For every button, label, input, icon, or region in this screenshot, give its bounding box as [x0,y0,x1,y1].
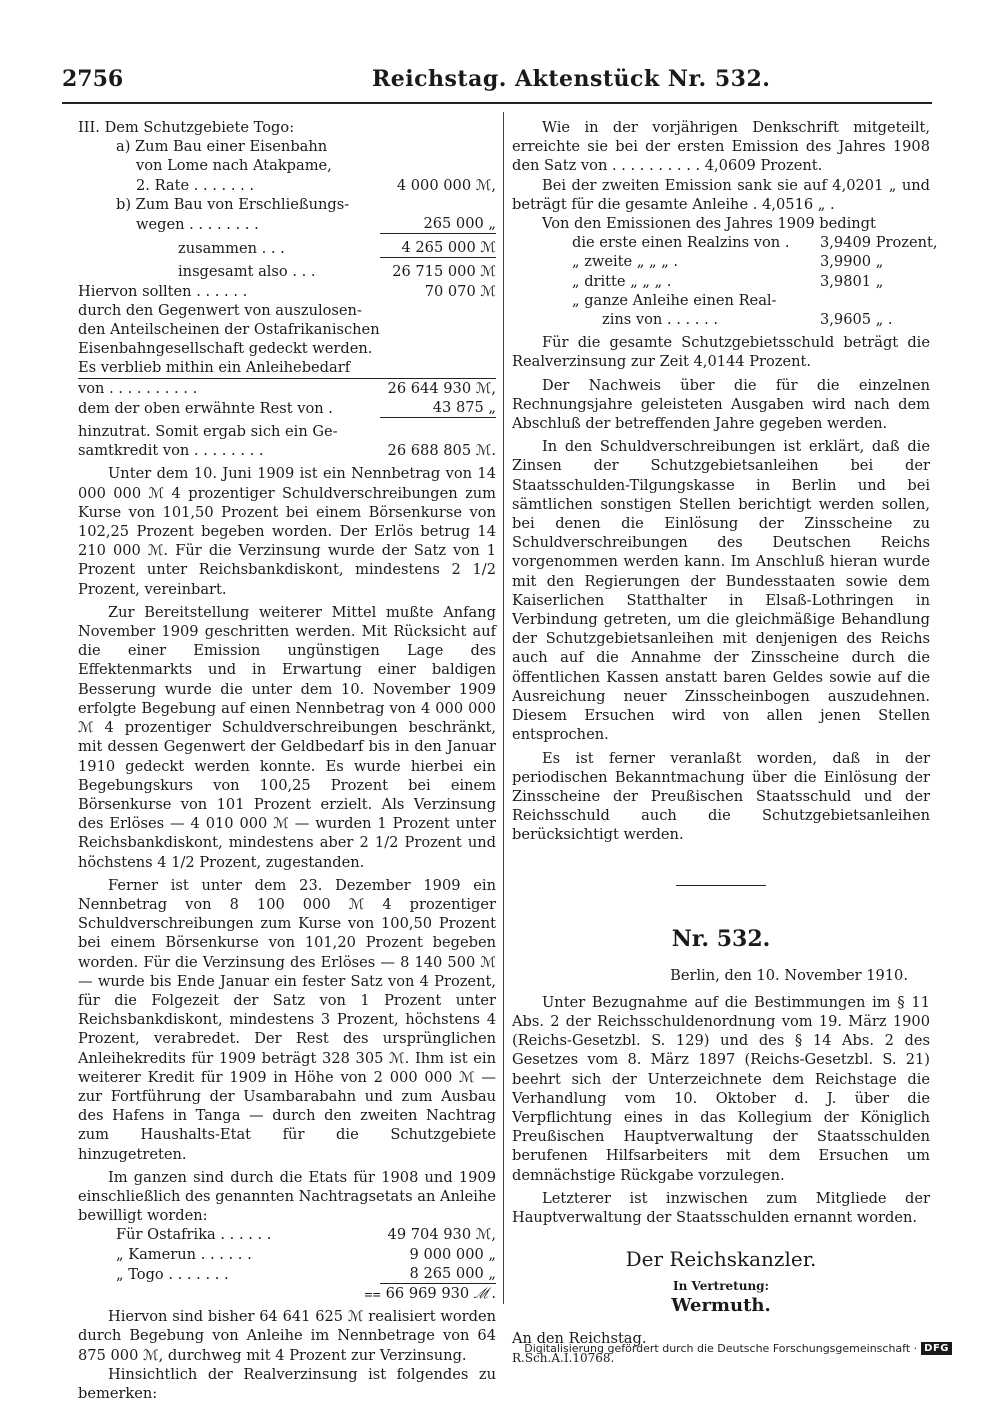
hiervon-line5: Es verblieb mithin ein Anleihebedarf [78,358,496,378]
rate-value [820,291,930,310]
zusammen-label: zusammen . . . [178,240,285,258]
zusammen-row [78,238,496,258]
rate-value: 3,9801 „ [820,272,884,290]
von-amount: 26 644 930 ℳ, [387,379,496,397]
item-a-label: 2. Rate . . . . . . . [136,176,255,194]
item-a-line1: a) Zum Bau einer Eisenbahn [116,138,328,156]
paragraph: Im ganzen sind durch die Etats für 1908 und 1909 einschließlich des genannten Nachtragsetats an Anleihe bewilligt worden: [78,1168,496,1225]
signer-name: Wermuth. [671,1295,771,1317]
hiervon-line3: den Anteilscheinen der Ostafrikanischen [78,321,380,339]
von-label: von . . . . . . . . . . [78,379,198,397]
footer-text: Digitalisierung gefördert durch die Deutsche Forschungsgemeinschaft · [524,1342,918,1355]
paragraph: Bei der zweiten Emission sank sie auf 4,0201 „ und beträgt für die gesamte Anleihe . 4,0516 „ . [512,176,930,213]
section-rule [676,885,766,886]
rate-label: zins von . . . . . . [602,311,718,329]
summary-amount: 8 265 000 „ [380,1264,496,1284]
paragraph: Von den Emissionen des Jahres 1909 bedingt [542,215,876,233]
hinzutrat-row [78,441,496,460]
addressee: An den Reichstag. [512,1330,647,1348]
paragraph: Wie in der vorjährigen Denkschrift mitgeteilt, erreichte sie bei der ersten Emission des Jahres 1908 den Satz von . . . . . . . . . . 4,0609 Prozent. [512,119,930,175]
paragraph: Hinsichtlich der Realverzinsung ist folgendes zu bemerken: [78,1365,496,1402]
rate-row [512,272,930,291]
rate-row [512,252,930,271]
hinzutrat-amount: 26 688 805 ℳ. [387,442,496,460]
reference-number: R.Sch.A.I.10768. [512,1351,615,1366]
left-column [78,118,496,1403]
rate-value: 3,9605 „ . [820,311,893,329]
rate-value: 3,9409 Prozent, [820,234,938,252]
insgesamt-row [78,262,496,281]
item-b-line1: b) Zum Bau von Erschließungs- [116,195,350,213]
insgesamt-label: insgesamt also . . . [178,263,316,281]
paragraph: Für die gesamte Schutzgebietsschuld beträgt die Realverzinsung zur Zeit 4,0144 Prozent. [512,334,930,371]
hinzutrat-label: samtkredit von . . . . . . . . [78,442,264,460]
summary-label: „ Togo . . . . . . . [116,1265,229,1283]
paragraph: Unter dem 10. Juni 1909 ist ein Nennbetrag von 14 000 000 ℳ 4 prozentiger Schuldverschreibungen zum Kurse von 101,50 Prozent bei einem Börsenkurse von 102,25 Prozent begeben worden. Der Erlös betrug 14 210 000 ℳ. Für die Verzinsung wurde der Satz von 1 Prozent unter Reichsbankdiskont, mindestens 2 1/2 Prozent, vereinbart. [78,465,496,598]
summary-total-row [78,1284,496,1303]
summary-row [78,1245,496,1264]
item-b-amount: 265 000 „ [380,214,496,234]
dfg-logo: DFG [921,1342,952,1355]
rate-row [512,233,938,252]
summary-label: Für Ostafrika . . . . . . [116,1226,272,1244]
item-a-line2: von Lome nach Atakpame, [136,157,332,175]
signer-title: Der Reichskanzler. [625,1247,817,1272]
document-number-heading: Nr. 532. [671,925,771,952]
letter-paragraph: Letzterer ist inzwischen zum Mitgliede der Hauptverwaltung der Staatsschulden ernannt worden. [512,1189,930,1226]
rate-value: 3,9900 „ [820,253,884,271]
rate-label: „ zweite „ „ „ . [572,253,679,271]
paragraph: In den Schuldverschreibungen ist erklärt, daß die Zinsen der Schutzgebietsanleihen bei der Staatsschulden-Tilgungskasse in Berlin und bei sämtlichen sonstigen Stellen berichtigt werden sollen, bei denen die Einlösung der Zinsscheine zu Schuldverschreibungen des Deutschen Reichs vorgenommen werden kann. Im Anschluß hieran wurde mit den Regierungen der Bundesstaaten sowie dem Kaiserlichen Statthalter in Elsaß-Lothringen in Verbindung getreten, um die gleichmäßige Behandlung der Schutzgebietsanleihen mit denjenigen des Reichs auch auf die Annahme der Zinsscheine durch die öffentlichen Kassen anstatt baren Geldes sowie auf die Ausreichung neuer Zinsscheinbogen auszudehnen. Diesem Ersuchen wird von allen jenen Stellen entsprochen. [512,438,930,744]
hiervon-line4: Eisenbahngesellschaft gedeckt werden. [78,340,373,358]
letter-paragraph: Unter Bezugnahme auf die Bestimmungen im § 11 Abs. 2 der Reichsschuldenordnung vom 19. März 1900 (Reichs-Gesetzbl. S. 129) und des § 14 Abs. 2 des Gesetzes vom 8. März 1897 (Reichs-Gesetzbl. S. 21) beehrt sich der Unterzeichnete dem Reichstage die Verhandlung vom 10. Oktober d. J. über die Verpflichtung eines in das Kollegium der Königlich Preußischen Hauptverwaltung der Staatsschulden berufenen Hilfsarbeiters mit dem Ersuchen um demnächstige Rückgabe vorzulegen. [512,993,930,1184]
summary-amount: 9 000 000 „ [409,1245,496,1263]
page-header [62,62,932,104]
item-b-row [78,214,496,234]
summary-row [78,1225,496,1244]
summary-row [78,1264,496,1284]
paragraph: Hiervon sind bisher 64 641 625 ℳ realisiert worden durch Begebung von Anleihe im Nennbetrage von 64 875 000 ℳ, durchweg mit 4 Prozent zur Verzinsung. [78,1308,496,1364]
rate-label: „ ganze Anleihe einen Real- [572,291,777,309]
zusammen-amount: 4 265 000 ℳ [380,238,496,258]
paragraph: Zur Bereitstellung weiterer Mittel mußte Anfang November 1909 geschritten werden. Mit Rücksicht auf die einer Emission ungünstigen Lage des Effektenmarkts und in Erwartung einer baldigen Besserung wurde die unter dem 10. November 1909 erfolgte Begebung auf einen Nennbetrag von 4 000 000 ℳ 4 prozentiger Schuldverschreibungen beschränkt, mit dessen Gegenwert der Geldbedarf bis in den Januar 1910 gedeckt werden konnte. Es wurde hierbei ein Begebungskurs von 100,25 Prozent bei einem Börsenkurse von 101 Prozent erzielt. Als Verzinsung des Erlöses — 4 010 000 ℳ — wurden 1 Prozent unter Reichsbankdiskont, mindestens aber 2 1/2 Prozent und höchstens 4 1/2 Prozent, zugestanden. [78,603,496,871]
column-divider [503,112,504,1304]
hiervon-amount: 70 070 ℳ [424,282,496,300]
paragraph: Es ist ferner veranlaßt worden, daß in der periodischen Bekanntmachung über die Einlösung der Zinsscheine der Preußischen Staatsschuld und der Reichsschuld auch die Schutzgebietsanleihen berücksichtigt werden. [512,749,930,844]
insgesamt-amount: 26 715 000 ℳ [392,263,496,281]
footer-note [524,1342,952,1355]
item-a-amount: 4 000 000 ℳ, [396,176,496,194]
rate-label: die erste einen Realzins von . [572,234,790,252]
rate-row [512,310,930,329]
summary-amount: 49 704 930 ℳ, [387,1226,496,1244]
running-head: Reichstag. Aktenstück Nr. 532. [372,66,771,92]
rest-amount: 43 875 „ [380,398,496,418]
dateline: Berlin, den 10. November 1910. [670,966,908,984]
rest-label: dem der oben erwähnte Rest von . [78,399,333,417]
hinzutrat-line1: hinzutrat. Somit ergab sich ein Ge- [78,423,338,441]
item-b-label: wegen . . . . . . . . [136,216,259,234]
rate-label: „ dritte „ „ „ . [572,272,672,290]
hiervon-line2: durch den Gegenwert von auszulosen- [78,301,362,319]
page-number: 2756 [62,66,124,92]
summary-label: „ Kamerun . . . . . . [116,1245,252,1263]
summary-total: ⩵ 66 969 930 ℳ. [364,1284,496,1302]
hiervon-row [78,282,496,301]
section-title: III. Dem Schutzgebiete Togo: [78,119,295,136]
hiervon-label: Hiervon sollten . . . . . . [78,282,248,300]
paragraph: Der Nachweis über die für die einzelnen Rechnungsjahre geleisteten Ausgaben wird nach dem Abschluß der betreffenden Jahre gegeben werden. [512,376,930,433]
paragraph: Ferner ist unter dem 23. Dezember 1909 ein Nennbetrag von 8 100 000 ℳ 4 prozentiger Schuldverschreibungen zum Kurse von 100,50 Prozent bei einem Börsenkurse von 101,20 Prozent begeben worden. Für die Verzinsung des Erlöses — 8 140 500 ℳ — wurde bis Ende Januar ein fester Satz von 4 Prozent, für die Folgezeit der Satz von 1 Prozent unter Reichsbankdiskont, mindestens 3 Prozent, höchstens 4 Prozent, verabredet. Der Rest des ursprünglichen Anleihekredits für 1909 beträgt 328 305 ℳ. Ihm ist ein weiterer Kredit für 1909 in Höhe von 2 000 000 ℳ — zur Fortführung der Usambarabahn und zum Ausbau des Hafens in Tanga — durch den zweiten Nachtrag zum Haushalts-Etat für die Schutzgebiete hinzugetreten. [78,876,496,1163]
rest-row [78,398,496,418]
rate-row [512,291,930,310]
item-a-row [78,176,496,195]
von-row [78,379,496,398]
in-vertretung: In Vertretung: [673,1279,769,1294]
